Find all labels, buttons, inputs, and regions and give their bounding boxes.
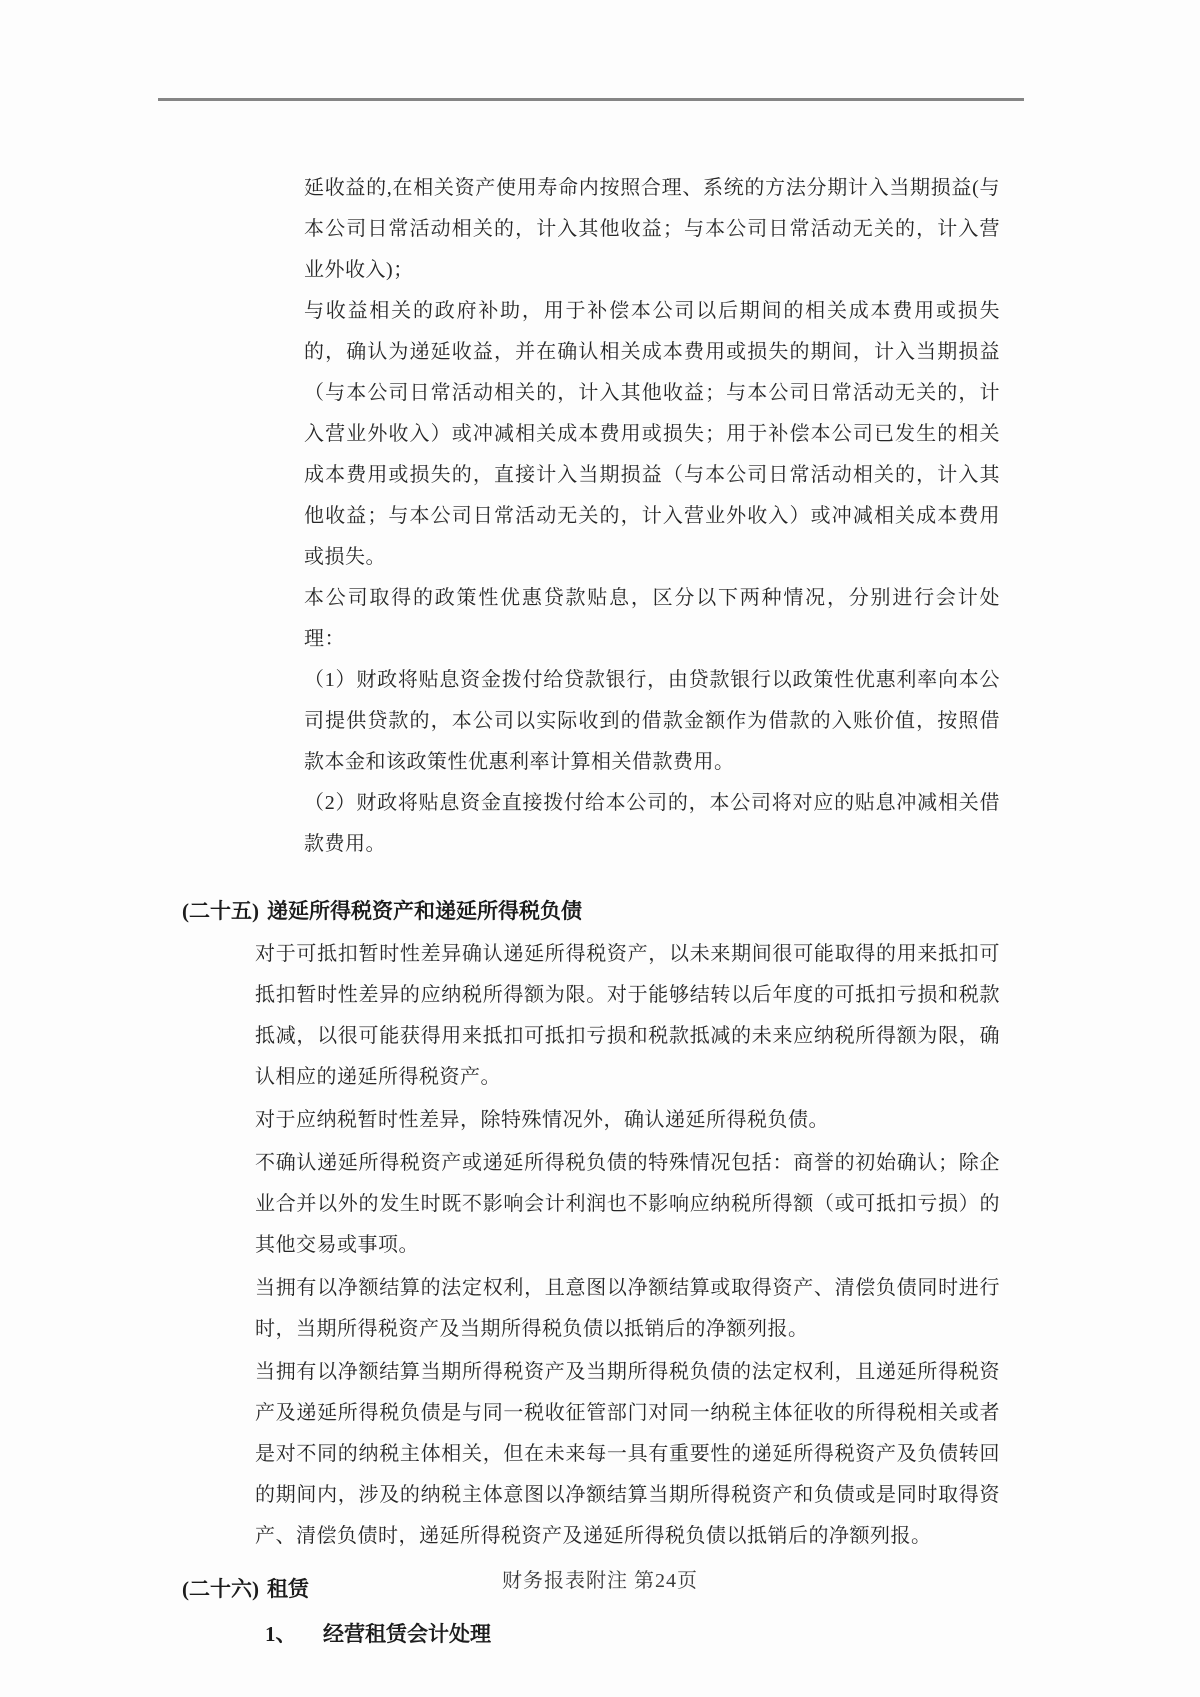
page-footer: 财务报表附注 第24页 xyxy=(502,1570,698,1592)
paragraph-deferred-tax-liabilities: 对于应纳税暂时性差异，除特殊情况外，确认递延所得税负债。 xyxy=(255,1109,829,1131)
paragraph-net-settlement-deferred: 当拥有以净额结算当期所得税资产及当期所得税负债的法定权利，且递延所得税资产及递延所得税负债是与同一税收征管部门对同一纳税主体征收的所得税相关或者是对不同的纳税主体相关，但在未来每一具有重要性的递延所得税资产及负债转回的期间内，涉及的纳税主体意图以净额结算当期所得税资产和负债或是同时取得资产、清偿负债时，递延所得税资产及递延所得税负债以抵销后的净额列报。 xyxy=(255,1361,1000,1547)
paragraph-government-grant: 与收益相关的政府补助，用于补偿本公司以后期间的相关成本费用或损失的，确认为递延收益，并在确认相关成本费用或损失的期间，计入当期损益（与本公司日常活动相关的，计入其他收益；与本公司日常活动无关的，计入营业外收入）或冲减相关成本费用或损失；用于补偿本公司已发生的相关成本费用或损失的，直接计入当期损益（与本公司日常活动相关的，计入其他收益；与本公司日常活动无关的，计入营业外收入）或冲减相关成本费用或损失。 xyxy=(304,300,1000,568)
section-26-number: (二十六) xyxy=(182,1577,259,1601)
paragraph-special-cases: 不确认递延所得税资产或递延所得税负债的特殊情况包括：商誉的初始确认；除企业合并以外的发生时既不影响会计利润也不影响应纳税所得额（或可抵扣亏损）的其他交易或事项。 xyxy=(255,1152,1000,1256)
section-25-number: (二十五) xyxy=(182,899,259,923)
subsection-item-number: 1、 xyxy=(265,1622,297,1646)
subsection-item-operating-lease xyxy=(265,1614,1080,1655)
section-26-title: 租赁 xyxy=(267,1577,309,1601)
subsection-item-title: 经营租赁会计处理 xyxy=(323,1622,491,1646)
section-25-heading xyxy=(182,891,1080,932)
paragraph-deferred-tax-assets: 对于可抵扣暂时性差异确认递延所得税资产，以未来期间很可能取得的用来抵扣可抵扣暂时性差异的应纳税所得额为限。对于能够结转以后年度的可抵扣亏损和税款抵减，以很可能获得用来抵扣可抵扣亏损和税款抵减的未来应纳税所得额为限，确认相应的递延所得税资产。 xyxy=(255,943,1000,1088)
paragraph-continuation-1: 延收益的,在相关资产使用寿命内按照合理、系统的方法分期计入当期损益(与本公司日常活动相关的，计入其他收益；与本公司日常活动无关的，计入营业外收入)； xyxy=(304,177,1000,281)
paragraph-policy-loan-intro: 本公司取得的政策性优惠贷款贴息，区分以下两种情况，分别进行会计处理： xyxy=(304,587,1000,650)
paragraph-policy-loan-case-1: （1）财政将贴息资金拨付给贷款银行，由贷款银行以政策性优惠利率向本公司提供贷款的，本公司以实际收到的借款金额作为借款的入账价值，按照借款本金和该政策性优惠利率计算相关借款费用。 xyxy=(304,669,1000,773)
paragraph-policy-loan-case-2: （2）财政将贴息资金直接拨付给本公司的，本公司将对应的贴息冲减相关借款费用。 xyxy=(304,792,1000,855)
section-25-title: 递延所得税资产和递延所得税负债 xyxy=(267,899,582,923)
paragraph-net-settlement-current: 当拥有以净额结算的法定权利，且意图以净额结算或取得资产、清偿负债同时进行时，当期所得税资产及当期所得税负债以抵销后的净额列报。 xyxy=(255,1277,1000,1340)
